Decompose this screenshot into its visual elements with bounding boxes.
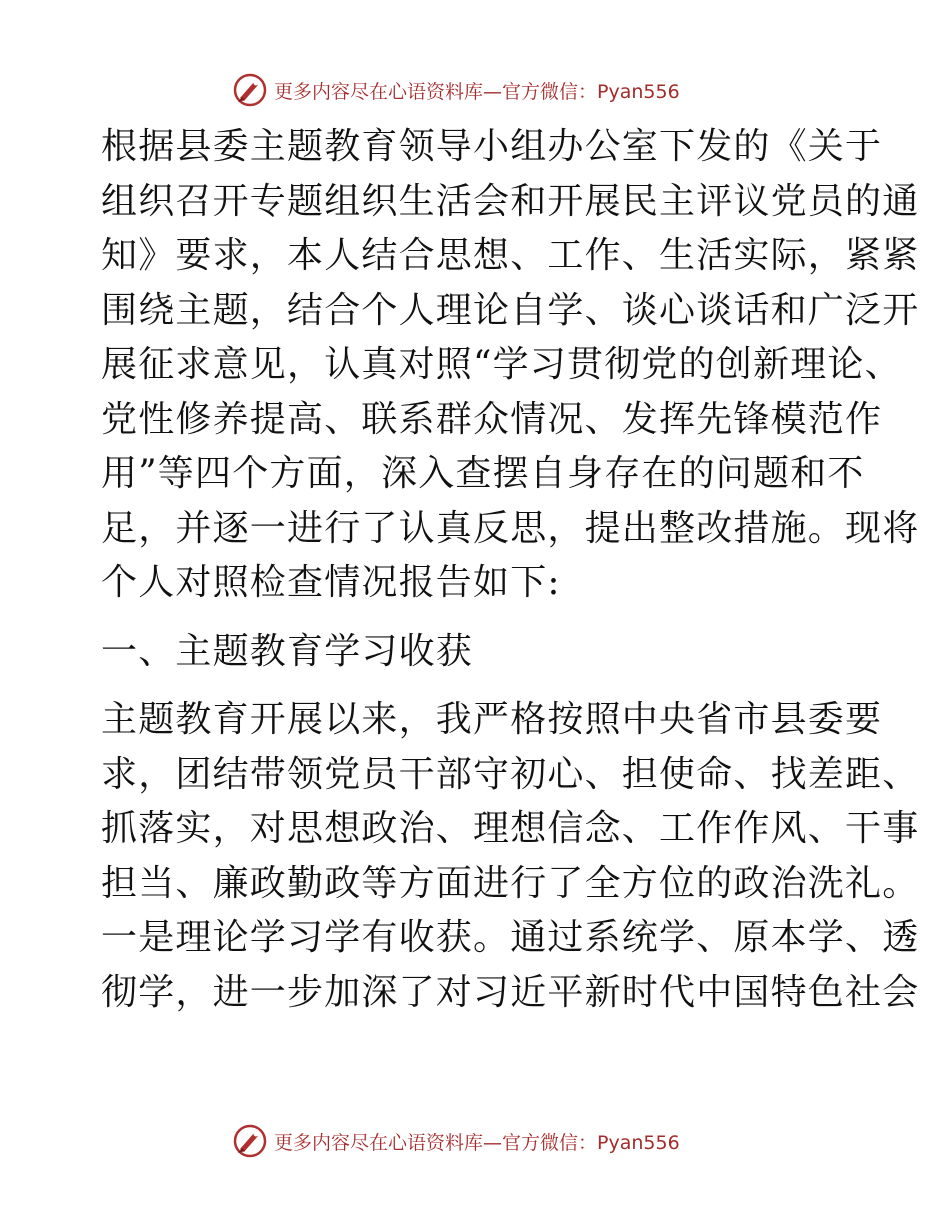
paragraph-line: 党性修养提高、联系群众情况、发挥先锋模范作 xyxy=(101,398,883,440)
paragraph-line: 担当、廉政勤政等方面进行了全方位的政治洗礼。 xyxy=(101,862,920,904)
footer-watermark xyxy=(232,1121,680,1161)
pen-logo-icon xyxy=(232,1123,268,1159)
paragraph-line: 组织召开专题组织生活会和开展民主评议党员的通 xyxy=(101,180,920,222)
watermark-text: 更多内容尽在心语资料库—官方微信：Pyan556 xyxy=(274,80,680,103)
paragraph-line: 主题教育开展以来，我严格按照中央省市县委要 xyxy=(101,699,883,740)
paragraph-line: 个人对照检查情况报告如下: xyxy=(101,562,561,603)
paragraph-line: 展征求意见，认真对照“学习贯彻党的创新理论、 xyxy=(101,344,902,385)
header-watermark xyxy=(232,70,680,110)
paragraph-line: 求，团结带领党员干部守初心、担使命、找差距、 xyxy=(101,753,920,795)
paragraph-line: 一是理论学习学有收获。通过系统学、原本学、透 xyxy=(101,917,920,958)
paragraph-line: 足，并逐一进行了认真反思，提出整改措施。现将 xyxy=(101,507,920,549)
paragraph-line: 知》要求，本人结合思想、工作、生活实际，紧紧 xyxy=(101,235,920,276)
paragraph-line: 根据县委主题教育领导小组办公室下发的《关于 xyxy=(101,126,883,167)
watermark-text: 更多内容尽在心语资料库—官方微信：Pyan556 xyxy=(274,1131,680,1154)
section-heading: 一、主题教育学习收获 xyxy=(101,630,474,672)
paragraph-line: 彻学，进一步加深了对习近平新时代中国特色社会 xyxy=(101,971,920,1013)
body-text xyxy=(101,120,920,1020)
paragraph-line: 用”等四个方面，深入查摆自身存在的问题和不 xyxy=(101,453,865,494)
pen-logo-icon xyxy=(232,72,268,108)
paragraph-line: 抓落实，对思想政治、理想信念、工作作风、干事 xyxy=(101,808,920,849)
paragraph-line: 围绕主题，结合个人理论自学、谈心谈话和广泛开 xyxy=(101,289,920,331)
